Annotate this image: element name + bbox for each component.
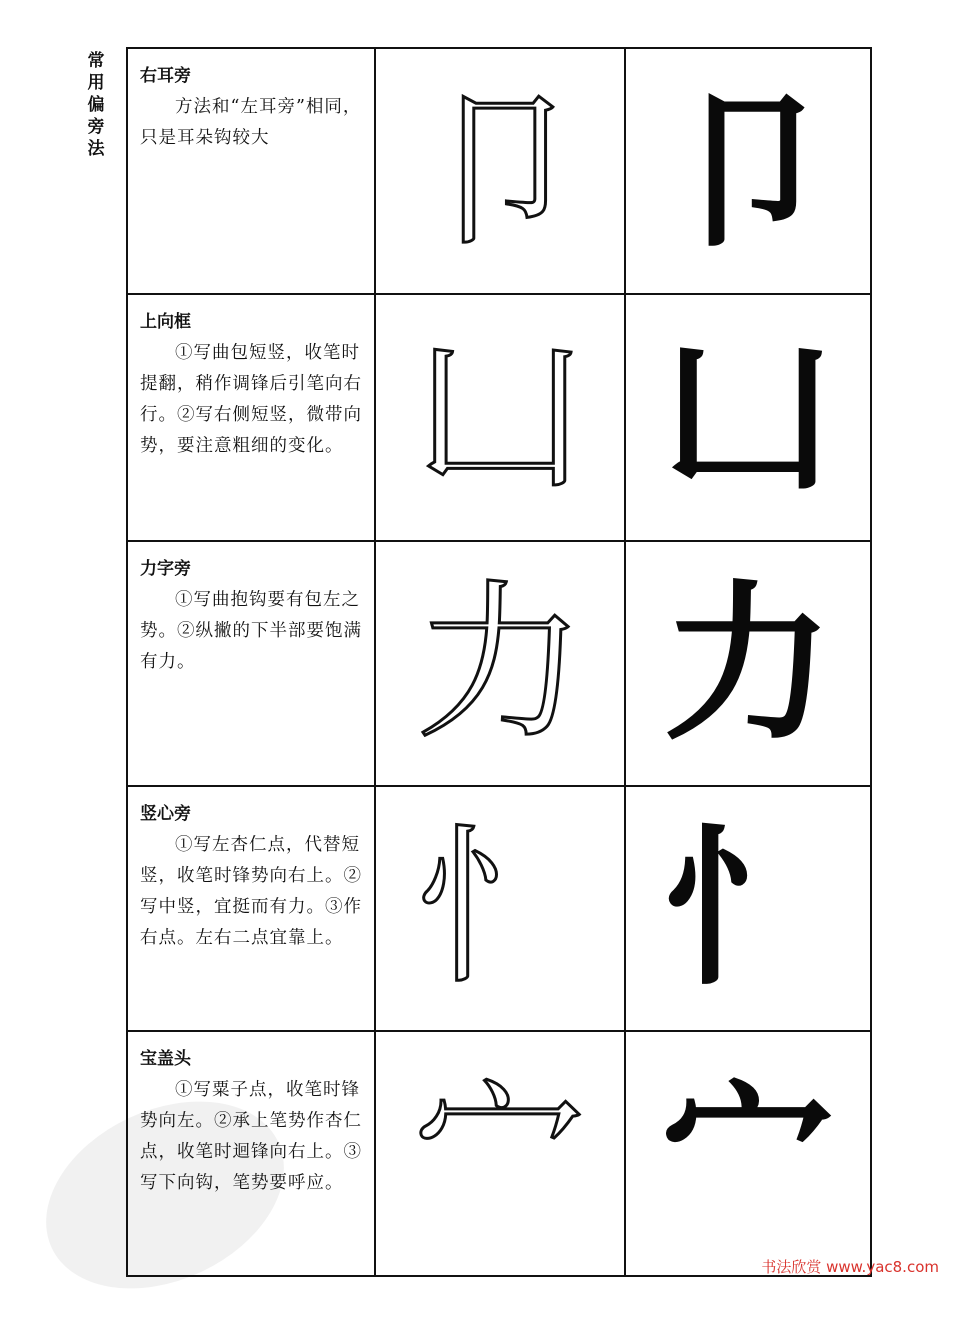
description-cell [128,787,376,1030]
outline-cell [376,295,626,540]
brush-glyph: 凵 [662,317,833,518]
section-side-label [86,50,106,160]
radical-description: ①写左杏仁点，代替短竖，收笔时锋势向右上。②写中竖，宜挺而有力。③作右点。左右二点宜靠上。 [140,835,362,948]
radical-title: 右耳旁 [140,66,191,86]
side-char: 法 [87,139,105,159]
radical-description: ①写粟子点，收笔时锋势向左。②承上笔势作杏仁点，收笔时迴锋向右上。③写下向钩，笔势要呼应。 [140,1080,362,1193]
table-row [128,295,870,542]
brush-glyph: 力 [662,563,833,764]
brush-cell [626,1032,870,1275]
description-cell [128,542,376,785]
outline-glyph: 卩 [414,72,585,270]
outline-cell [376,542,626,785]
side-char: 旁 [87,117,105,137]
brush-cell [626,49,870,293]
radical-title: 竖心旁 [140,804,191,824]
outline-cell [376,787,626,1030]
table-row [128,542,870,787]
radical-description: ①写曲抱钩要有包左之势。②纵撇的下半部要饱满有力。 [140,590,362,672]
side-char: 用 [87,73,105,93]
description-cell [128,49,376,293]
side-char: 偏 [87,95,105,115]
brush-cell [626,787,870,1030]
table-row [128,1032,870,1275]
radical-description: ①写曲包短竖，收笔时提翻，稍作调锋后引笔向右行。②写右侧短竖，微带向势，要注意粗细的变化。 [140,343,362,456]
outline-glyph: 力 [414,564,585,763]
side-char: 常 [87,51,105,71]
radical-title: 上向框 [140,312,191,332]
outline-glyph: 宀 [414,1054,585,1253]
table-row [128,49,870,295]
radical-title: 力字旁 [140,559,191,579]
description-cell [128,295,376,540]
radical-table [126,47,872,1277]
description-cell [128,1032,376,1275]
radical-description: 方法和“左耳旁”相同，只是耳朵钩较大 [140,97,362,148]
table-row [128,787,870,1032]
outline-cell [376,1032,626,1275]
site-watermark: 书法欣赏 www.yac8.com [761,1258,939,1276]
brush-cell [626,295,870,540]
brush-glyph: 忄 [662,808,833,1009]
outline-glyph: 忄 [414,809,585,1008]
brush-cell [626,542,870,785]
radical-title: 宝盖头 [140,1049,191,1069]
outline-glyph: 凵 [414,318,585,517]
outline-cell [376,49,626,293]
brush-glyph: 卩 [662,71,833,271]
brush-glyph: 宀 [662,1053,833,1254]
